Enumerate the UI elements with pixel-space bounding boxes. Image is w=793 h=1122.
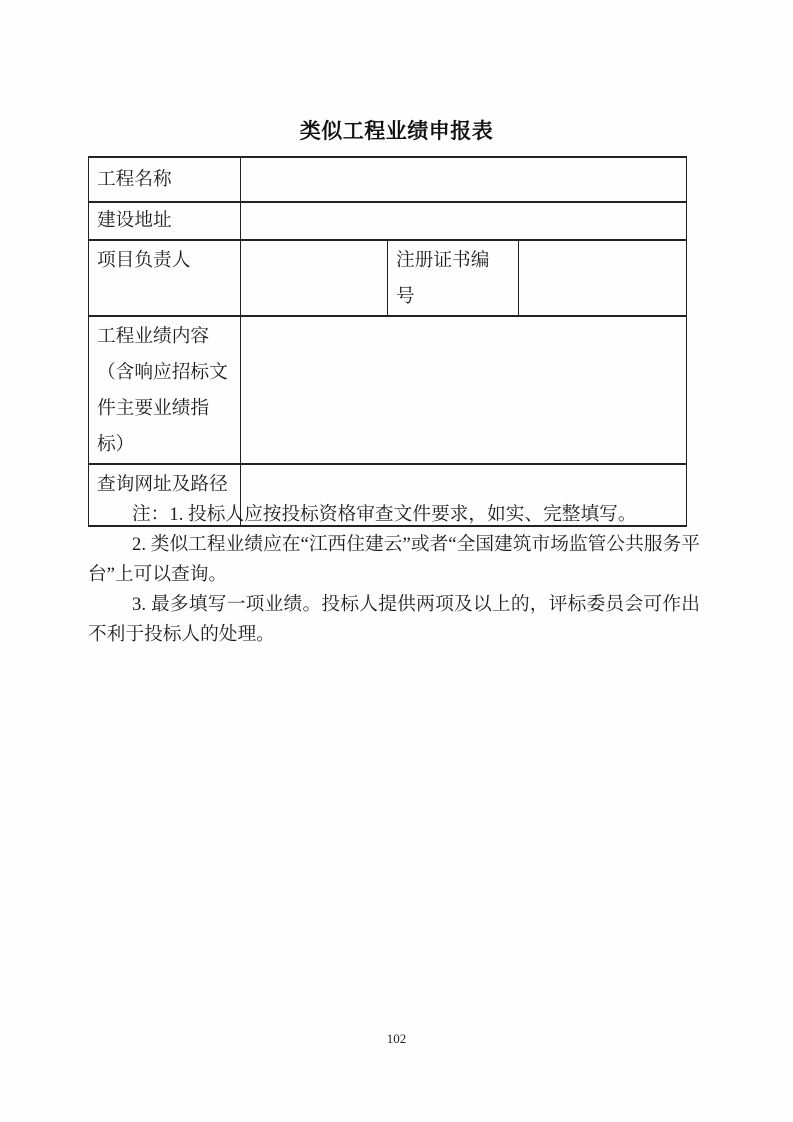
performance-content-label: 工程业绩内容 （含响应招标文 件主要业绩指标） (89, 316, 241, 464)
performance-table (88, 156, 687, 527)
note-2: 2. 类似工程业绩应在“江西住建云”或者“全国建筑市场监管公共服务平台”上可以查询。 (88, 534, 700, 585)
construction-address-label: 建设地址 (89, 202, 241, 240)
project-leader-input-cell[interactable] (241, 240, 388, 316)
query-url-label: 查询网址及路径 (89, 464, 241, 526)
page-number: 102 (386, 1031, 407, 1046)
project-leader-row (89, 240, 687, 316)
note-1: 注：1. 投标人应按投标资格审查文件要求，如实、完整填写。 (132, 504, 637, 525)
certificate-number-label: 注册证书编 号 (388, 240, 519, 316)
notes-section (88, 500, 700, 650)
form-title: 类似工程业绩申报表 (299, 120, 494, 143)
project-name-row (89, 157, 687, 202)
performance-content-input-cell[interactable] (241, 316, 687, 464)
project-name-input-cell[interactable] (241, 157, 687, 202)
project-leader-label: 项目负责人 (89, 240, 241, 316)
project-name-label: 工程名称 (89, 157, 241, 202)
certificate-number-input-cell[interactable] (519, 240, 687, 316)
construction-address-row (89, 202, 687, 240)
note-3: 3. 最多填写一项业绩。投标人提供两项及以上的，评标委员会可作出不利于投标人的处理。 (88, 594, 700, 645)
construction-address-input-cell[interactable] (241, 202, 687, 240)
performance-content-row (89, 316, 687, 464)
